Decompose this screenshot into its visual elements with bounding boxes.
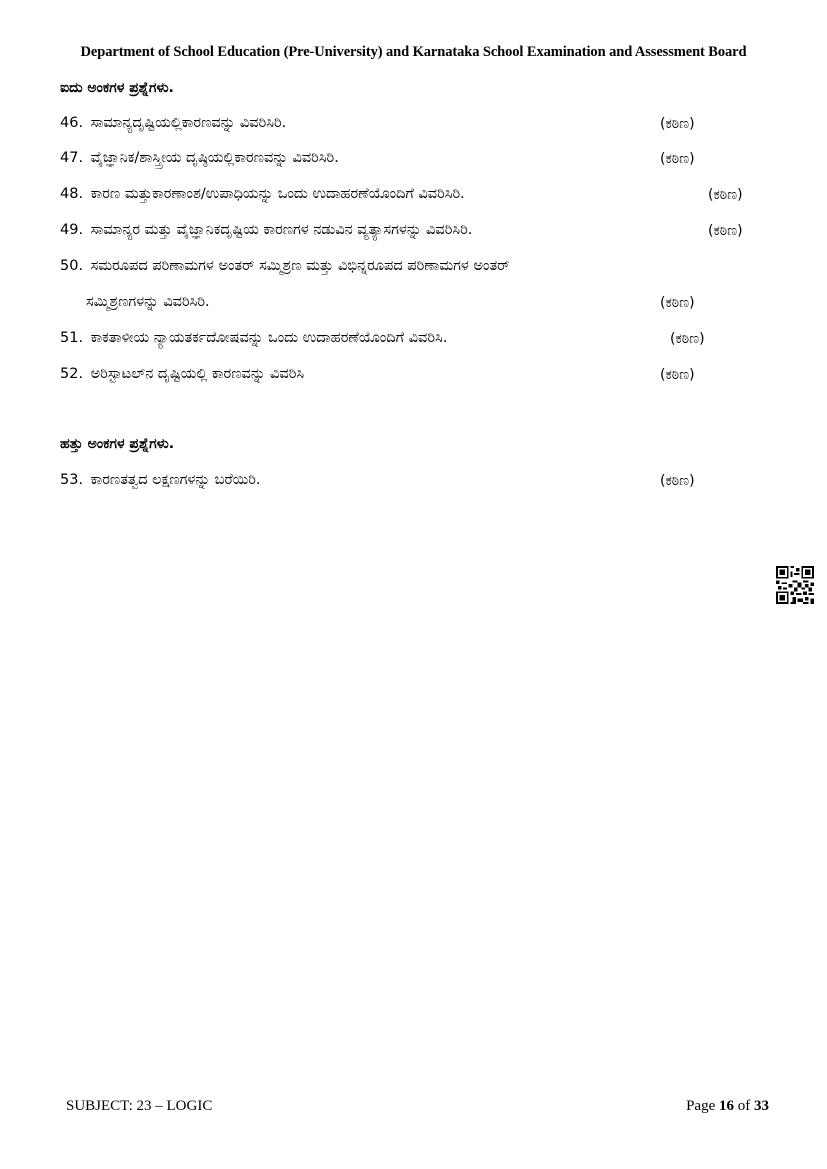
- question-number: 49.: [60, 222, 84, 238]
- page-header: Department of School Education (Pre-University) and Karnataka School Examination and Assessment Board: [80, 44, 747, 60]
- question-49: [60, 222, 472, 238]
- question-number: 51.: [60, 330, 84, 346]
- question-50: [60, 258, 510, 274]
- qr-code-icon: [776, 566, 814, 604]
- page-prefix: Page: [686, 1098, 716, 1114]
- difficulty-label: (ಕಠಿಣ): [660, 151, 695, 167]
- question-text: ಸಾಮಾನ್ಯರ ಮತ್ತು ವೈಜ್ಞಾನಿಕದೃಷ್ಟಿಯ ಕಾರಣಗಳ ನಡುವಿನ ವ್ಯತ್ಯಾಸಗಳನ್ನು ವಿವರಿಸಿರಿ.: [90, 222, 473, 238]
- page-total: 33: [754, 1098, 769, 1114]
- difficulty-label: (ಕಠಿಣ): [708, 187, 743, 203]
- question-number: 50.: [60, 258, 84, 274]
- question-text: ಸಾಮಾನ್ಯದೃಷ್ಟಿಯಲ್ಲಿಕಾರಣವನ್ನು ವಿವರಿಸಿರಿ.: [90, 115, 287, 131]
- footer-subject: SUBJECT: 23 – LOGIC: [66, 1098, 213, 1114]
- question-number: 52.: [60, 366, 84, 382]
- question-52: [60, 366, 304, 382]
- difficulty-label: (ಕಠಿಣ): [660, 367, 695, 383]
- question-51: [60, 330, 447, 346]
- question-50-continuation: ಸಮ್ಮಿಶ್ರಣಗಳನ್ನು ವಿವರಿಸಿರಿ.: [86, 294, 210, 310]
- question-number: 48.: [60, 186, 84, 202]
- difficulty-label: (ಕಠಿಣ): [670, 331, 705, 347]
- question-48: [60, 186, 465, 202]
- question-47: [60, 150, 339, 166]
- question-number: 53.: [60, 472, 84, 488]
- section-title-ten-marks: ಹತ್ತು ಅಂಕಗಳ ಪ್ರಶ್ನೆಗಳು.: [60, 436, 175, 452]
- difficulty-label: (ಕಠಿಣ): [708, 223, 743, 239]
- section-title-five-marks: ಐದು ಅಂಕಗಳ ಪ್ರಶ್ನೆಗಳು.: [60, 80, 174, 96]
- difficulty-label: (ಕಠಿಣ): [660, 295, 695, 311]
- page-of: of: [737, 1098, 751, 1114]
- question-number: 46.: [60, 115, 84, 131]
- difficulty-label: (ಕಠಿಣ): [660, 116, 695, 132]
- difficulty-label: (ಕಠಿಣ): [660, 473, 695, 489]
- question-text: ಸಮರೂಪದ ಪರಿಣಾಮಗಳ ಅಂತರ್ ಸಮ್ಮಿಶ್ರಣ ಮತ್ತು ವಿಭಿನ್ನರೂಪದ ಪರಿಣಾಮಗಳ ಅಂತರ್: [90, 258, 510, 274]
- question-text: ಅರಿಸ್ಟಾಟಲ್‌ನ ದೃಷ್ಟಿಯಲ್ಲಿ ಕಾರಣವನ್ನು ವಿವರಿಸಿ: [90, 366, 305, 382]
- question-number: 47.: [60, 150, 84, 166]
- page-number: 16: [719, 1098, 734, 1114]
- question-53: [60, 472, 261, 488]
- question-46: [60, 115, 286, 131]
- question-text: ಕಾರಣತತ್ವದ ಲಕ್ಷಣಗಳನ್ನು ಬರೆಯಿರಿ.: [90, 472, 261, 488]
- footer-page-indicator: [686, 1098, 769, 1115]
- question-text: ವೈಜ್ಞಾನಿಕ/ಶಾಸ್ತ್ರೀಯ ದೃಷ್ಠಿಯಲ್ಲಿಕಾರಣವನ್ನು ವಿವರಿಸಿರಿ.: [90, 150, 339, 166]
- question-text: ಕಾಕತಾಳೀಯ ನ್ಯಾಯತರ್ಕದೋಷವನ್ನು ಒಂದು ಉದಾಹರಣೆಯೊಂದಿಗೆ ವಿವರಿಸಿ.: [90, 330, 448, 346]
- question-text: ಕಾರಣ ಮತ್ತುಕಾರಣಾಂಶ/ಉಪಾಧಿಯನ್ನು ಒಂದು ಉದಾಹರಣೆಯೊಂದಿಗೆ ವಿವರಿಸಿರಿ.: [90, 186, 465, 202]
